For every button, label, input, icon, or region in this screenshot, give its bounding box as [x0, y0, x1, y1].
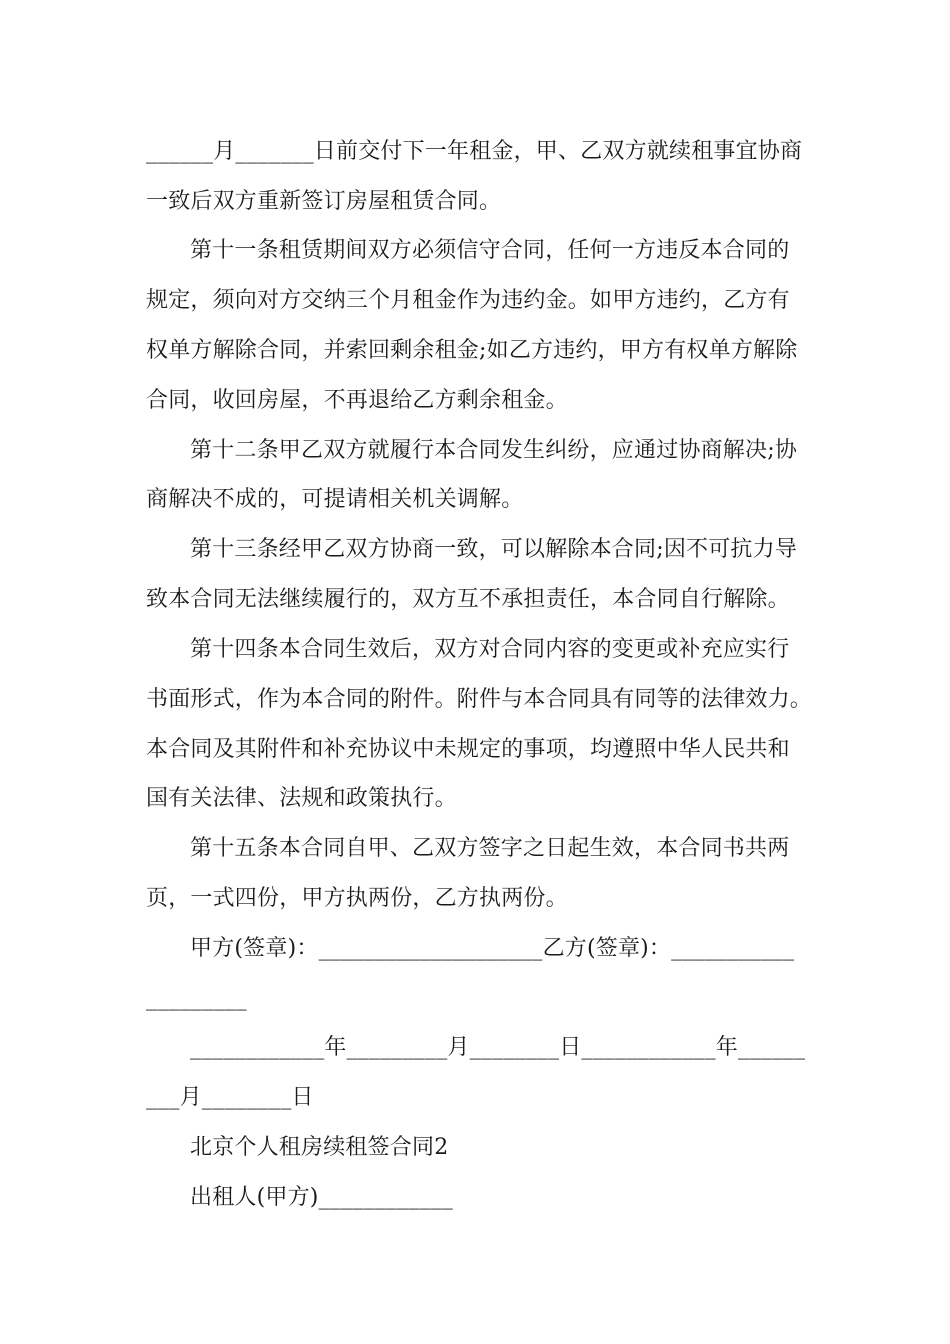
text-line: 第十五条本合同自甲、乙双方签字之日起生效，本合同书共两 — [190, 836, 790, 861]
text-line: 本合同及其附件和补充协议中未规定的事项，均遵照中华人民共和 — [146, 737, 790, 762]
text-line: 规定，须向对方交纳三个月租金作为违约金。如甲方违约，乙方有 — [146, 288, 790, 313]
text-line: 第十二条甲乙双方就履行本合同发生纠纷，应通过协商解决;协 — [190, 438, 798, 463]
section-title: 北京个人租房续租签合同2 — [190, 1135, 449, 1160]
text-line: 一致后双方重新签订房屋租赁合同。 — [146, 189, 502, 214]
text-line: 第十三条经甲乙双方协商一致，可以解除本合同;因不可抗力导 — [190, 537, 798, 562]
text-line: 国有关法律、法规和政策执行。 — [146, 786, 457, 811]
text-line: 页，一式四份，甲方执两份，乙方执两份。 — [146, 886, 568, 911]
text-line: 第十一条租赁期间双方必须信守合同，任何一方违反本合同的 — [190, 238, 790, 263]
text-line: 出租人(甲方)____________ — [190, 1185, 453, 1210]
text-line: 书面形式，作为本合同的附件。附件与本合同具有同等的法律效力。 — [146, 687, 813, 712]
text-line: ______月_______日前交付下一年租金，甲、乙双方就续租事宜协商 — [146, 139, 803, 164]
text-line: 第十四条本合同生效后，双方对合同内容的变更或补充应实行 — [190, 637, 790, 662]
date-line: ____________年_________月________日____________年______ — [190, 1035, 806, 1060]
text-line: 商解决不成的，可提请相关机关调解。 — [146, 487, 524, 512]
signature-line: 甲方(签章)：____________________乙方(签章)：___________ — [190, 936, 795, 961]
signature-line: _________ — [146, 986, 247, 1011]
text-line: 权单方解除合同，并索回剩余租金;如乙方违约，甲方有权单方解除 — [146, 338, 798, 363]
text-line: 合同，收回房屋，不再退给乙方剩余租金。 — [146, 388, 568, 413]
text-line: 致本合同无法继续履行的，双方互不承担责任，本合同自行解除。 — [146, 587, 790, 612]
date-line: ___月________日 — [146, 1085, 314, 1110]
